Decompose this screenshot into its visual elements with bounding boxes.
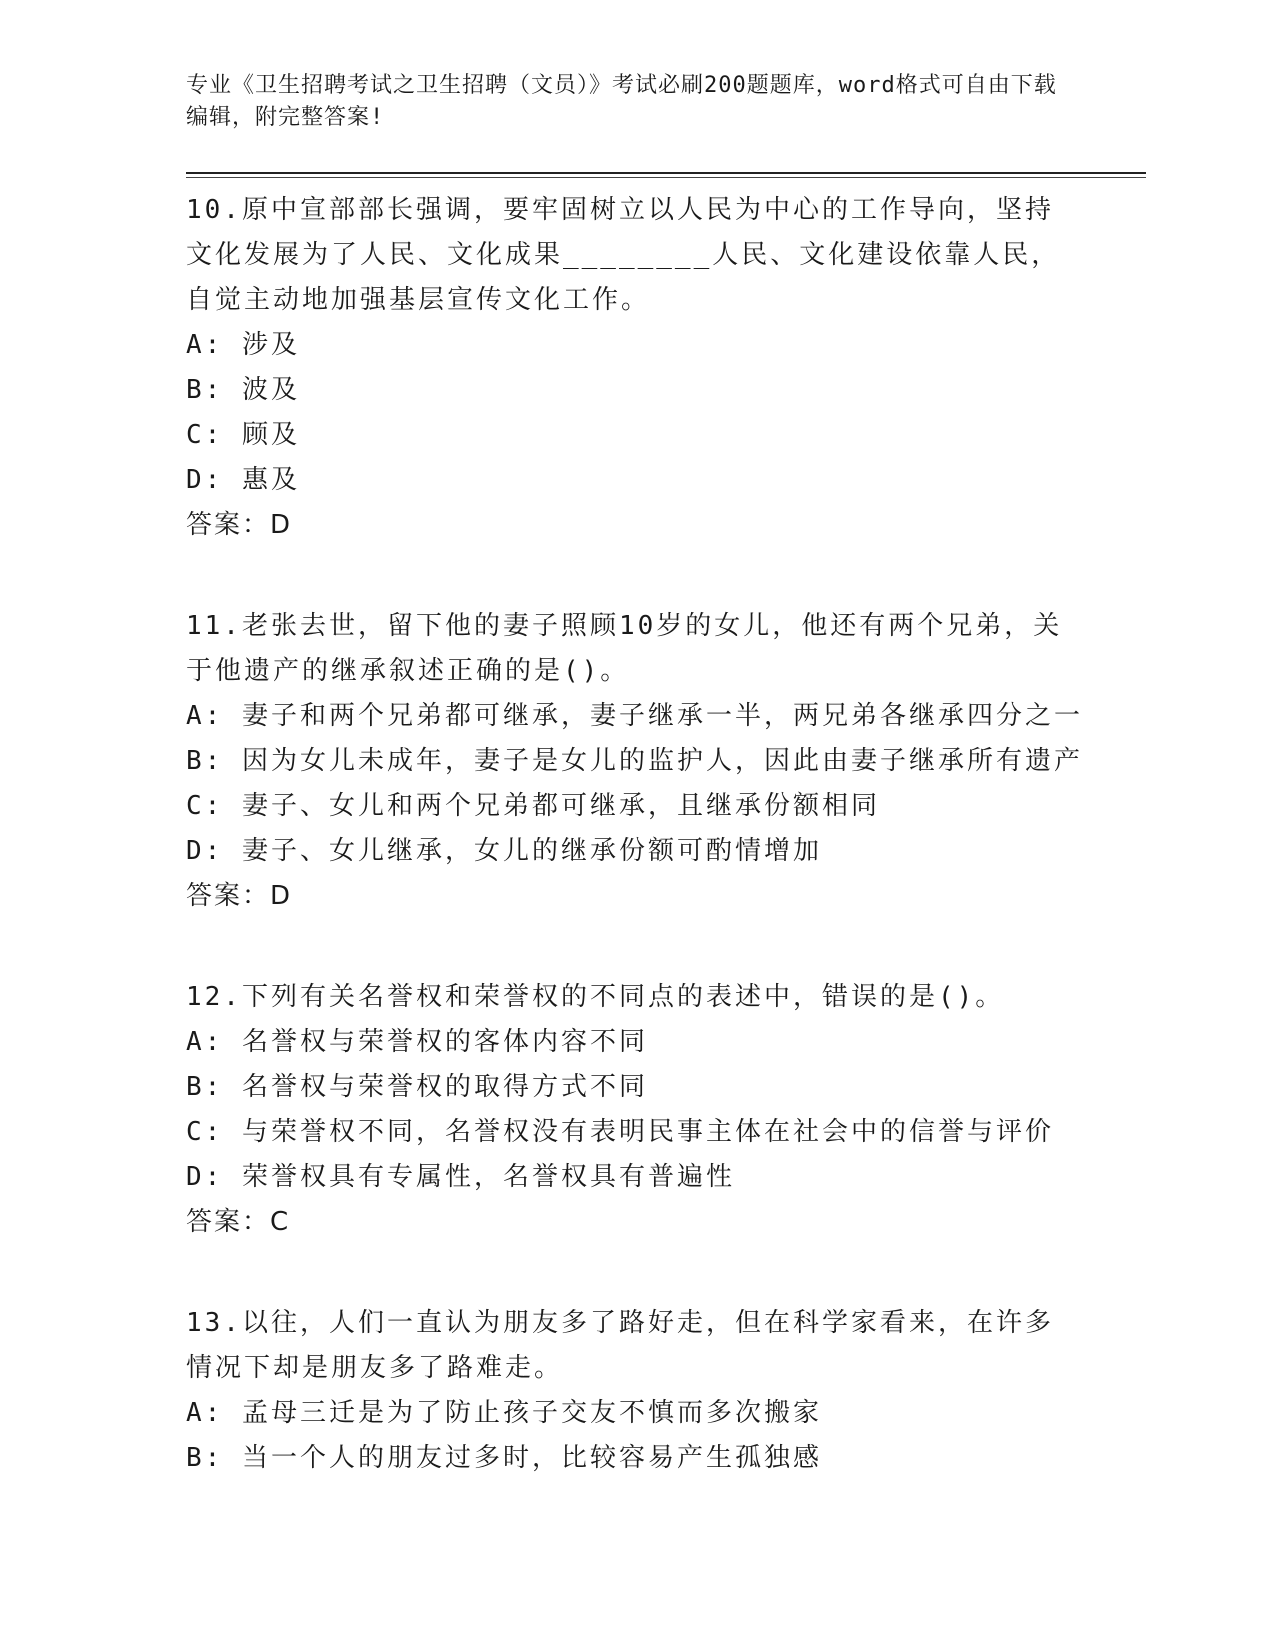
question-13: [186, 1301, 1146, 1481]
option-b: B: 当一个人的朋友过多时，比较容易产生孤独感: [186, 1443, 822, 1473]
question-text: 11.老张去世，留下他的妻子照顾10岁的女儿，他还有两个兄弟，关于他遗产的继承叙述正确的是()。: [186, 611, 1063, 686]
spacer: [186, 1245, 1146, 1291]
divider-thin-line: [186, 177, 1146, 178]
question-10: [186, 188, 1146, 548]
option-c: C: 顾及: [186, 420, 300, 450]
answer-line: 答案：D: [186, 510, 293, 540]
answer-line: 答案：C: [186, 1207, 291, 1237]
question-11: [186, 604, 1146, 919]
question-text: 10.原中宣部部长强调，要牢固树立以人民为中心的工作导向，坚持文化发展为了人民、文化成果________人民、文化建设依靠人民，自觉主动地加强基层宣传文化工作。: [186, 195, 1061, 315]
header-divider: [186, 172, 1146, 178]
option-b: B: 波及: [186, 375, 300, 405]
option-a: A: 孟母三迁是为了防止孩子交友不慎而多次搬家: [186, 1398, 822, 1428]
option-b: B: 因为女儿未成年，妻子是女儿的监护人，因此由妻子继承所有遗产: [186, 746, 1083, 776]
option-d: D: 荣誉权具有专属性，名誉权具有普遍性: [186, 1162, 735, 1192]
spacer: [186, 919, 1146, 965]
option-d: D: 惠及: [186, 465, 300, 495]
option-a: A: 妻子和两个兄弟都可继承，妻子继承一半，两兄弟各继承四分之一: [186, 701, 1083, 731]
option-b: B: 名誉权与荣誉权的取得方式不同: [186, 1072, 648, 1102]
option-c: C: 妻子、女儿和两个兄弟都可继承，且继承份额相同: [186, 791, 880, 821]
document-header: 专业《卫生招聘考试之卫生招聘（文员）》考试必刷200题题库，word格式可自由下载编辑，附完整答案!: [186, 73, 1057, 130]
question-text: 12.下列有关名誉权和荣誉权的不同点的表述中，错误的是()。: [186, 982, 1005, 1012]
document-page: [186, 70, 1146, 1481]
answer-line: 答案：D: [186, 881, 293, 911]
divider-thick-line: [186, 172, 1146, 174]
question-text: 13.以往，人们一直认为朋友多了路好走，但在科学家看来，在许多情况下却是朋友多了路难走。: [186, 1308, 1054, 1383]
question-12: [186, 975, 1146, 1245]
option-a: A: 涉及: [186, 330, 300, 360]
spacer: [186, 548, 1146, 594]
option-c: C: 与荣誉权不同，名誉权没有表明民事主体在社会中的信誉与评价: [186, 1117, 1054, 1147]
option-a: A: 名誉权与荣誉权的客体内容不同: [186, 1027, 648, 1057]
option-d: D: 妻子、女儿继承，女儿的继承份额可酌情增加: [186, 836, 822, 866]
